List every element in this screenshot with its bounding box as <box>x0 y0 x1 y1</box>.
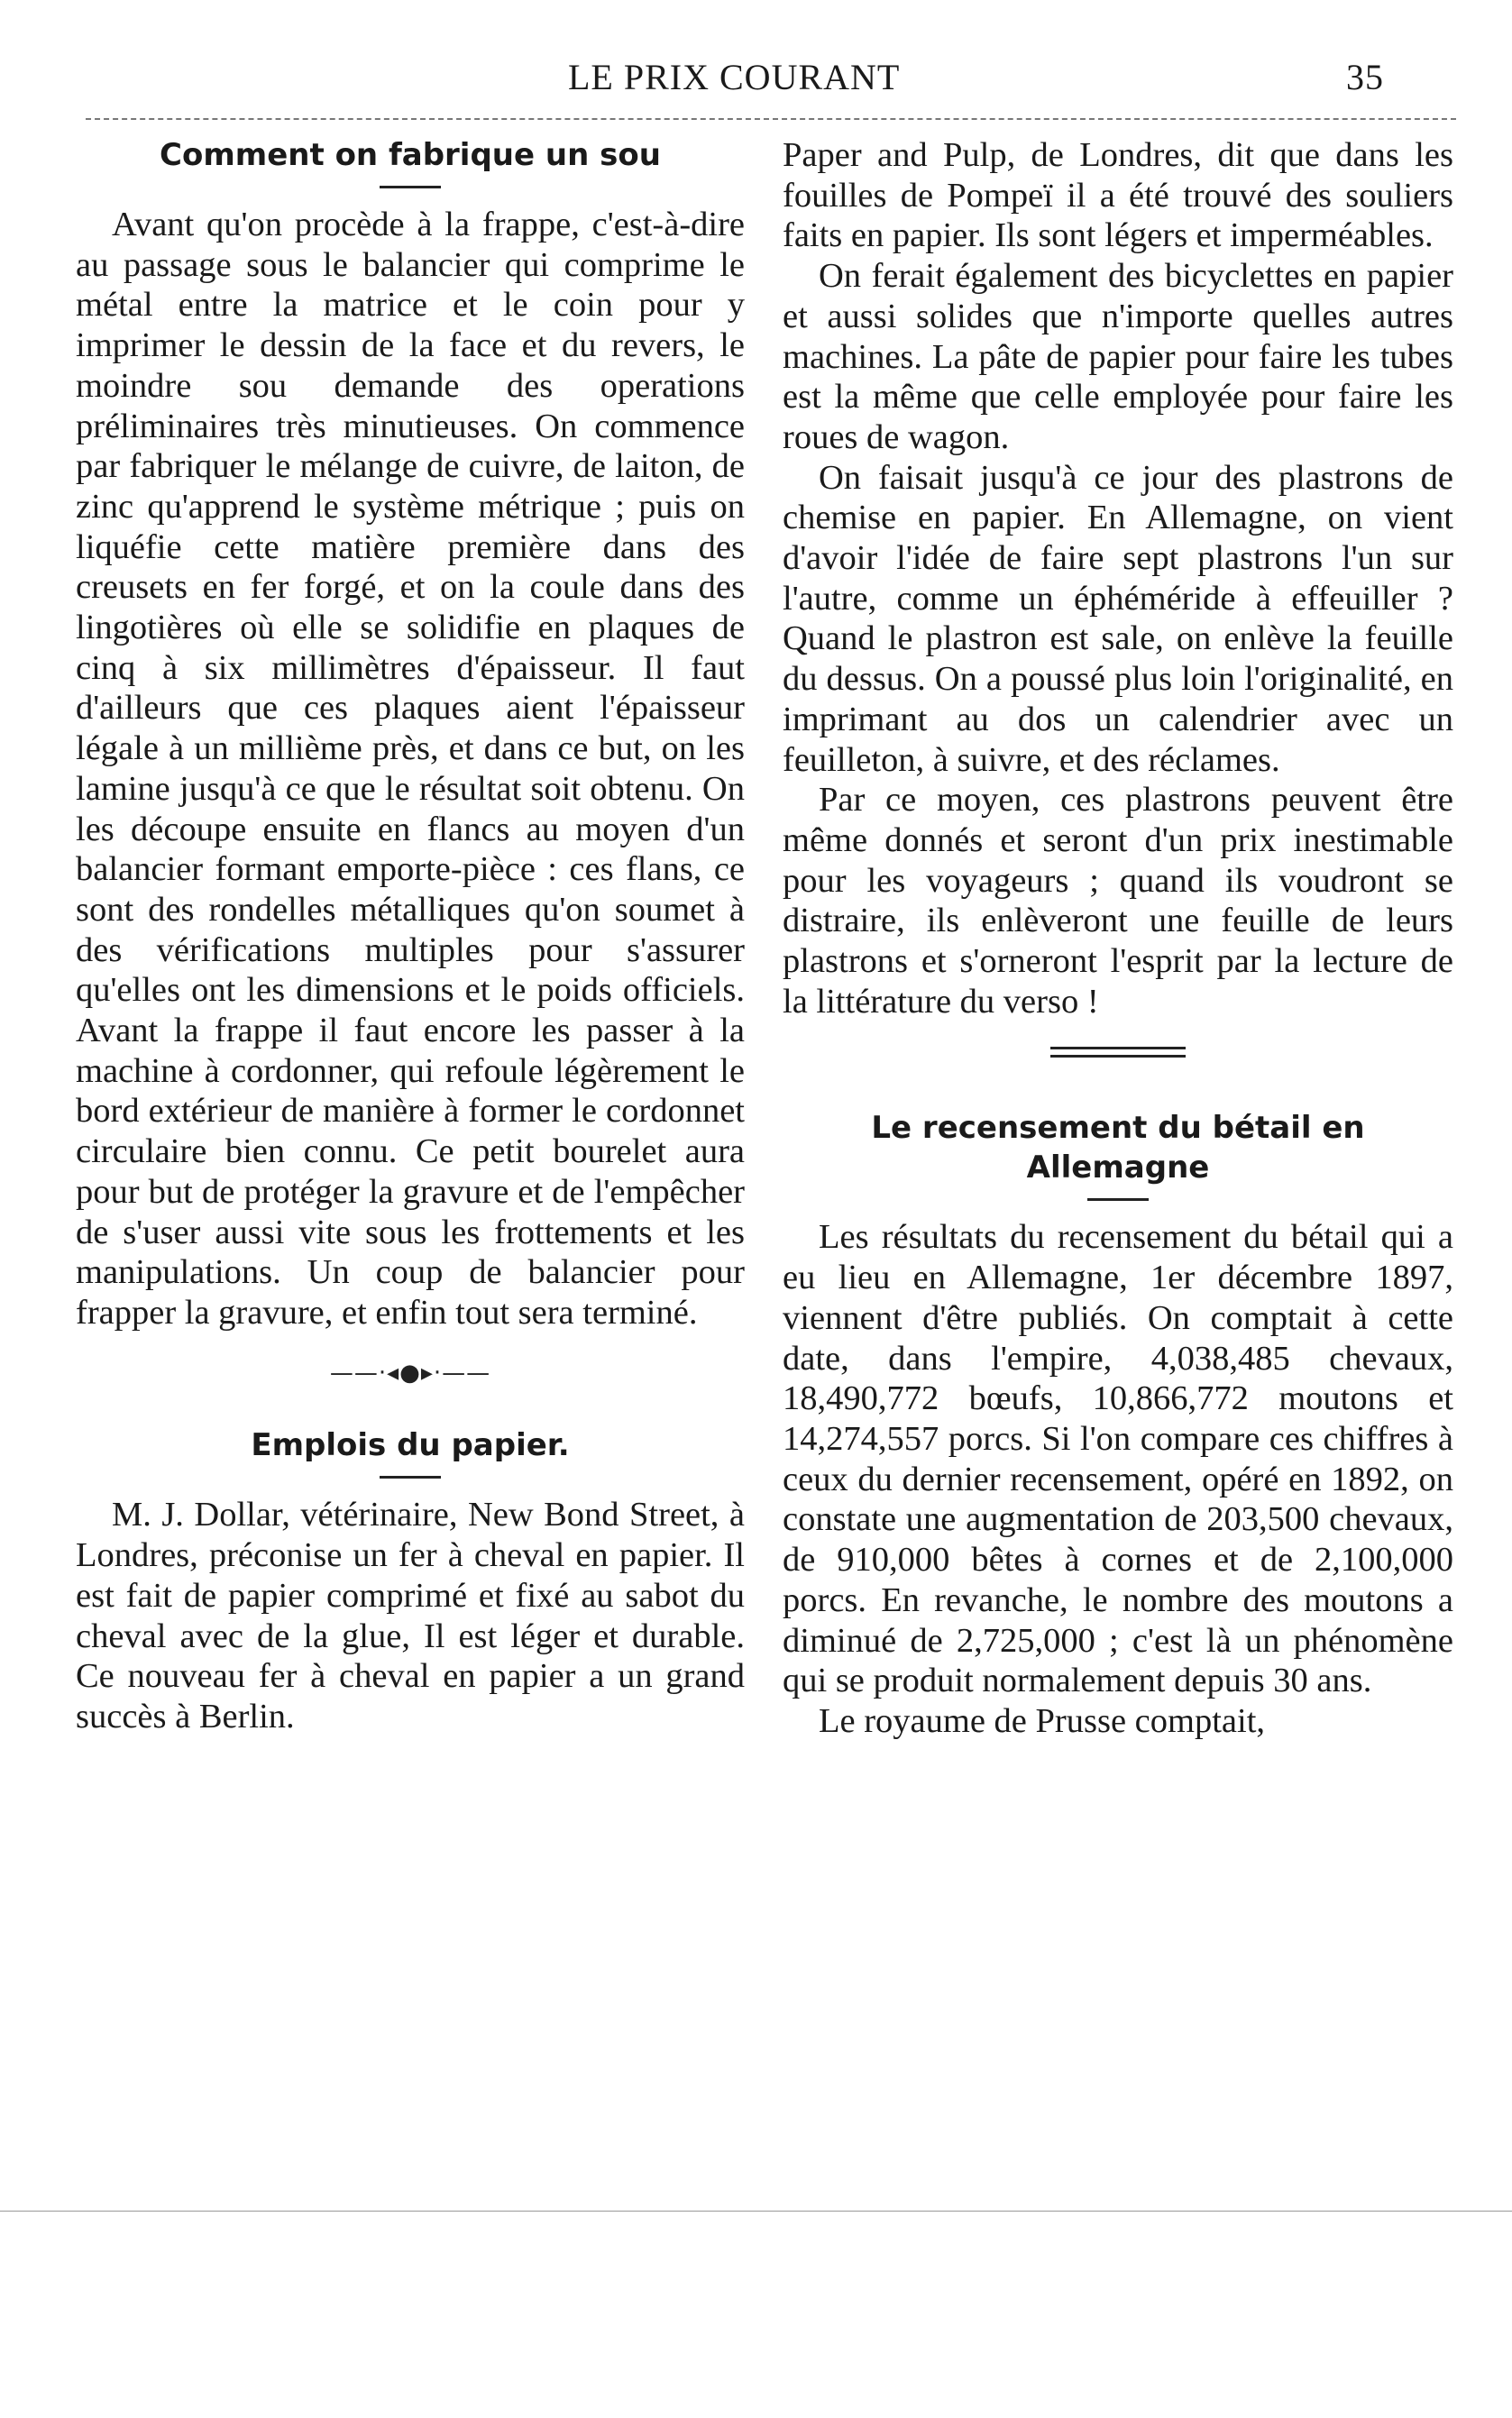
article-heading-papier: Emplois du papier. <box>251 1427 570 1464</box>
header-rule <box>86 118 1456 120</box>
heading-line: Le recensement du bétail en <box>871 1110 1365 1147</box>
heading-line: Allemagne <box>1026 1149 1210 1186</box>
running-head <box>0 56 1512 101</box>
journal-title: LE PRIX COURANT <box>568 57 901 97</box>
right-column <box>783 135 1453 1742</box>
article-heading-sou: Comment on fabrique un sou <box>160 137 661 173</box>
article-paragraph: Le royaume de Prusse comptait, <box>819 1701 1266 1740</box>
continuation-paragraph: On ferait également des bicyclettes en papier et aussi solides que n'importe quelles autres machines. La pâte de papier pour faire les tubes est la même que celle employée pour faire les roues de wagon. <box>783 257 1453 456</box>
scan-fold-line <box>0 2211 1512 2212</box>
continuation-paragraph: Par ce moyen, ces plastrons peuvent être même donnés et seront d'un prix inestimable pour les voyageurs ; quand ils voudront se distraire, ils enlèveront une feuille de leurs plastrons et s'orneront l'esprit par la lecture de la littérature du verso ! <box>783 781 1453 1021</box>
heading-rule <box>1087 1198 1149 1201</box>
heading-rule <box>380 186 441 188</box>
section-ornament: ——·◂●▸·—— <box>329 1359 491 1387</box>
heading-rule <box>380 1476 441 1479</box>
continuation-paragraph: On faisait jusqu'à ce jour des plastrons de chemise en papier. En Allemagne, on vient d'avoir l'idée de faire sept plastrons l'un sur l'autre, comme un éphéméride à effeuiller ? Quand le plastron est sale, on enlève la feuille du dessus. On a poussé plus loin l'originalité, en imprimant au dos un calendrier avec un feuilleton, à suivre, et des réclames. <box>783 458 1453 779</box>
article-paragraph: Avant qu'on procède à la frappe, c'est-à-dire au passage sous le balancier qui comprime le métal entre la matrice et le coin pour y imprimer le dessin de la face et du revers, le moindre sou demande des operations préliminaires très minutieuses. On commence par fabriquer le mélange de cuivre, de laiton, de zinc qu'apprend le système métrique ; puis on liquéfie cette matière première dans des creusets en fer forgé, et on la coule dans des lingotières où elle se solidifie en plaques de cinq à six millimètres d'épaisseur. Il faut d'ailleurs que ces plaques aient l'épaisseur légale à un millième près, et dans ce but, on les lamine jusqu'à ce que le résultat soit obtenu. On les découpe ensuite en flancs au moyen d'un balancier formant emporte-pièce : ces flans, ce sont des rondelles métalliques qu'on soumet à des vérifications multiples pour s'assurer qu'elles ont les dimensions et le poids officiels. Avant la frappe il faut encore les passer à la machine à cordonner, qui refoule légèrement le bord extérieur de manière à former le cordonnet circulaire bien connu. Ce petit bourelet aura pour but de protéger la gravure et de l'empêcher de s'user aussi vite sous les frottements et les manipulations. Un coup de balancier pour frapper la gravure, et enfin tout sera terminé. <box>76 206 745 1332</box>
article-heading-recensement <box>783 1108 1453 1187</box>
article-paragraph: Les résultats du recensement du bétail qui a eu lieu en Allemagne, 1er décembre 1897, viennent d'être publiés. On comptait à cette date, dans l'empire, 4,038,485 chevaux, 18,490,772 bœufs, 10,866,772 moutons et 14,274,557 porcs. Si l'on compare ces chiffres à ceux du dernier recensement, opéré en 1892, on constate une augmentation de 203,500 chevaux, de 910,000 bêtes à cornes et de 2,100,000 porcs. En revanche, le nombre des moutons a diminué de 2,725,000 ; c'est là un phénomène qui se produit normalement depuis 30 ans. <box>783 1218 1453 1700</box>
section-double-rule <box>1050 1047 1186 1058</box>
page-number: 35 <box>1346 57 1384 97</box>
article-paragraph: M. J. Dollar, vétérinaire, New Bond Street, à Londres, préconise un fer à cheval en papier. Il est fait de papier comprimé et fixé au sabot du cheval avec de la glue, Il est léger et durable. Ce nouveau fer à cheval en papier a un grand succès à Berlin. <box>76 1496 745 1736</box>
continuation-paragraph: Paper and Pulp, de Londres, dit que dans les fouilles de Pompeï il a été trouvé des souliers faits en papier. Ils sont légers et imperméables. <box>783 136 1453 255</box>
left-column <box>76 135 745 1737</box>
